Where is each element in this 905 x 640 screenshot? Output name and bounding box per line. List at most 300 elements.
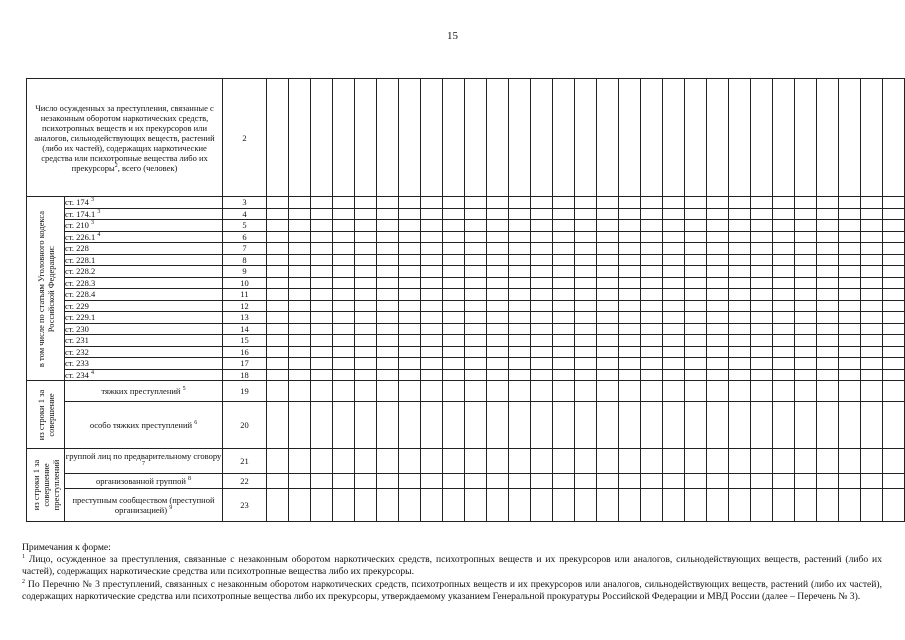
data-cell [553, 220, 575, 232]
data-cell [597, 358, 619, 370]
data-cell [597, 312, 619, 324]
data-cell [465, 266, 487, 278]
data-cell [377, 254, 399, 266]
data-cell [289, 197, 311, 209]
row-number-cell [223, 266, 267, 278]
data-cell [377, 449, 399, 474]
data-cell [641, 335, 663, 347]
data-cell [619, 358, 641, 370]
table-row [27, 346, 905, 358]
article-label: ст. 229.1 [65, 312, 96, 323]
row-number: 19 [240, 386, 249, 396]
data-cell [465, 208, 487, 220]
data-cell [795, 289, 817, 301]
data-cell [311, 449, 333, 474]
data-cell [531, 489, 553, 522]
data-cell [707, 208, 729, 220]
data-cell [465, 197, 487, 209]
data-cell [597, 208, 619, 220]
data-cell [619, 231, 641, 243]
table-row [27, 369, 905, 381]
data-cell [817, 231, 839, 243]
data-cell [729, 402, 751, 449]
data-cell [619, 79, 641, 197]
data-cell [729, 243, 751, 255]
data-cell [795, 266, 817, 278]
data-cell [465, 277, 487, 289]
data-cell [311, 289, 333, 301]
data-cell [421, 346, 443, 358]
data-cell [773, 197, 795, 209]
data-cell [685, 449, 707, 474]
data-cell [421, 79, 443, 197]
data-cell [707, 402, 729, 449]
data-cell [487, 79, 509, 197]
row-number-cell [223, 346, 267, 358]
data-cell [575, 266, 597, 278]
row-number-cell [223, 220, 267, 232]
data-cell [355, 402, 377, 449]
table-row [27, 254, 905, 266]
data-cell [729, 208, 751, 220]
data-cell [619, 277, 641, 289]
data-cell [597, 369, 619, 381]
data-cell [839, 449, 861, 474]
data-cell [597, 277, 619, 289]
data-cell [883, 335, 905, 347]
data-cell [861, 474, 883, 489]
data-cell [531, 312, 553, 324]
data-cell [729, 300, 751, 312]
data-cell [839, 358, 861, 370]
data-cell [751, 489, 773, 522]
data-cell [575, 489, 597, 522]
data-cell [575, 335, 597, 347]
data-cell [553, 449, 575, 474]
data-cell [399, 220, 421, 232]
data-cell [619, 220, 641, 232]
data-cell [333, 312, 355, 324]
data-cell [509, 449, 531, 474]
data-cell [421, 220, 443, 232]
data-cell [267, 220, 289, 232]
data-cell [707, 346, 729, 358]
data-cell [795, 300, 817, 312]
data-cell [509, 208, 531, 220]
data-cell [311, 254, 333, 266]
data-cell [553, 323, 575, 335]
table-row [27, 381, 905, 402]
article-label-cell [65, 289, 223, 301]
data-cell [685, 346, 707, 358]
data-cell [289, 449, 311, 474]
data-cell [729, 266, 751, 278]
data-cell [311, 369, 333, 381]
data-cell [311, 231, 333, 243]
data-cell [773, 254, 795, 266]
data-cell [443, 231, 465, 243]
table-row [27, 266, 905, 278]
table-row [27, 231, 905, 243]
data-cell [883, 323, 905, 335]
data-cell [333, 358, 355, 370]
data-cell [465, 289, 487, 301]
data-cell [333, 243, 355, 255]
data-cell [377, 346, 399, 358]
data-cell [619, 474, 641, 489]
data-cell [751, 312, 773, 324]
data-cell [773, 346, 795, 358]
data-cell [773, 402, 795, 449]
data-cell [575, 289, 597, 301]
data-cell [377, 381, 399, 402]
data-cell [575, 300, 597, 312]
article-label: ст. 231 [65, 335, 89, 346]
data-cell [597, 335, 619, 347]
data-cell [509, 474, 531, 489]
data-cell [399, 474, 421, 489]
data-cell [597, 231, 619, 243]
data-cell [553, 358, 575, 370]
data-cell [861, 489, 883, 522]
data-cell [377, 220, 399, 232]
data-cell [465, 381, 487, 402]
article-label-cell [65, 346, 223, 358]
data-cell [729, 369, 751, 381]
data-cell [267, 231, 289, 243]
data-cell [817, 208, 839, 220]
row-number-cell [223, 197, 267, 209]
data-cell [443, 358, 465, 370]
data-cell [729, 220, 751, 232]
data-cell [421, 369, 443, 381]
data-cell [685, 79, 707, 197]
data-cell [575, 346, 597, 358]
data-cell [443, 289, 465, 301]
data-cell [333, 300, 355, 312]
data-cell [333, 254, 355, 266]
data-cell [751, 369, 773, 381]
data-cell [795, 323, 817, 335]
data-cell [619, 381, 641, 402]
data-cell [377, 289, 399, 301]
data-cell [531, 449, 553, 474]
row-number: 5 [242, 220, 247, 231]
article-label: ст. 229 [65, 300, 89, 311]
data-cell [355, 369, 377, 381]
header-label-cell [27, 79, 223, 197]
data-cell [883, 289, 905, 301]
data-cell [289, 474, 311, 489]
data-cell [575, 449, 597, 474]
data-cell [399, 449, 421, 474]
data-cell [817, 323, 839, 335]
data-cell [465, 474, 487, 489]
data-cell [641, 358, 663, 370]
table-row [27, 449, 905, 474]
data-cell [509, 254, 531, 266]
article-sup: 3 [90, 197, 94, 204]
note-item-1 [22, 554, 882, 578]
data-cell [465, 254, 487, 266]
data-cell [377, 489, 399, 522]
row-number: 18 [240, 369, 249, 380]
data-cell [289, 489, 311, 522]
row-number: 22 [240, 476, 249, 486]
data-cell [707, 300, 729, 312]
data-cell [619, 197, 641, 209]
data-cell [399, 335, 421, 347]
data-cell [443, 449, 465, 474]
data-cell [311, 402, 333, 449]
row-number-cell [223, 300, 267, 312]
data-cell [531, 369, 553, 381]
article-sup: 3 [90, 220, 94, 227]
data-cell [355, 266, 377, 278]
data-cell [685, 208, 707, 220]
commission-sup: 6 [194, 420, 198, 427]
data-cell [619, 489, 641, 522]
data-cell [817, 254, 839, 266]
row-number-cell [223, 381, 267, 402]
data-cell [685, 489, 707, 522]
data-cell [619, 402, 641, 449]
data-cell [707, 79, 729, 197]
data-cell [443, 402, 465, 449]
data-cell [685, 474, 707, 489]
commission-sup: 5 [182, 386, 186, 393]
row-number: 15 [240, 335, 249, 346]
crimes-sup: 9 [169, 505, 173, 512]
data-cell [333, 323, 355, 335]
data-cell [641, 402, 663, 449]
data-cell [883, 243, 905, 255]
table-row [27, 489, 905, 522]
data-cell [839, 254, 861, 266]
data-cell [465, 312, 487, 324]
data-cell [729, 335, 751, 347]
data-cell [289, 231, 311, 243]
article-label: ст. 234 [65, 369, 89, 380]
header-label-suffix: , всего (человек) [117, 162, 178, 173]
commission-label: тяжких преступлений [101, 386, 181, 396]
group-articles-cell [27, 197, 65, 381]
data-cell [883, 300, 905, 312]
data-cell [399, 381, 421, 402]
commission-label: особо тяжких преступлений [89, 420, 193, 430]
data-cell [289, 300, 311, 312]
row-number: 6 [242, 231, 247, 242]
data-cell [663, 220, 685, 232]
crimes-label-cell [65, 474, 223, 489]
data-cell [575, 402, 597, 449]
data-cell [839, 312, 861, 324]
data-cell [663, 277, 685, 289]
data-cell [531, 208, 553, 220]
data-cell [861, 254, 883, 266]
article-label-cell [65, 323, 223, 335]
data-cell [355, 208, 377, 220]
data-cell [795, 220, 817, 232]
data-cell [817, 243, 839, 255]
data-cell [311, 208, 333, 220]
data-cell [487, 243, 509, 255]
data-cell [531, 197, 553, 209]
group-crimes-title: из строки 1 за совершение преступлений [30, 459, 61, 511]
row-number-cell [223, 254, 267, 266]
data-cell [861, 312, 883, 324]
data-cell [377, 197, 399, 209]
data-cell [531, 323, 553, 335]
data-cell [729, 449, 751, 474]
data-cell [751, 323, 773, 335]
note-1-marker: 1 [22, 554, 25, 561]
data-cell [663, 474, 685, 489]
data-cell [861, 402, 883, 449]
data-cell [575, 323, 597, 335]
data-cell [641, 220, 663, 232]
data-cell [465, 369, 487, 381]
data-cell [839, 289, 861, 301]
article-label-cell [65, 266, 223, 278]
article-label: ст. 228.4 [65, 289, 96, 300]
data-cell [707, 197, 729, 209]
data-cell [575, 231, 597, 243]
data-cell [641, 449, 663, 474]
data-cell [685, 197, 707, 209]
data-cell [333, 402, 355, 449]
data-cell [883, 312, 905, 324]
data-cell [311, 277, 333, 289]
article-sup: 4 [97, 231, 101, 238]
data-cell [597, 79, 619, 197]
data-cell [267, 243, 289, 255]
data-cell [443, 243, 465, 255]
data-cell [443, 381, 465, 402]
data-cell [267, 402, 289, 449]
data-cell [355, 449, 377, 474]
row-number: 11 [240, 289, 249, 300]
data-cell [421, 197, 443, 209]
data-cell [685, 369, 707, 381]
commission-label-cell [65, 402, 223, 449]
data-cell [267, 381, 289, 402]
data-cell [817, 369, 839, 381]
data-cell [729, 346, 751, 358]
data-cell [509, 312, 531, 324]
data-cell [575, 79, 597, 197]
row-number-cell [223, 312, 267, 324]
data-cell [355, 254, 377, 266]
data-cell [773, 220, 795, 232]
data-cell [729, 254, 751, 266]
data-cell [487, 254, 509, 266]
table-row [27, 208, 905, 220]
data-cell [751, 277, 773, 289]
data-cell [399, 312, 421, 324]
data-cell [421, 358, 443, 370]
data-cell [355, 335, 377, 347]
data-cell [861, 323, 883, 335]
data-cell [289, 220, 311, 232]
data-cell [421, 489, 443, 522]
data-cell [685, 300, 707, 312]
data-cell [443, 489, 465, 522]
data-cell [707, 254, 729, 266]
data-cell [531, 277, 553, 289]
data-cell [267, 474, 289, 489]
data-cell [465, 335, 487, 347]
data-cell [487, 381, 509, 402]
data-cell [443, 300, 465, 312]
data-cell [509, 346, 531, 358]
data-cell [707, 358, 729, 370]
data-cell [729, 197, 751, 209]
data-cell [311, 79, 333, 197]
data-cell [751, 254, 773, 266]
data-cell [597, 220, 619, 232]
data-cell [421, 323, 443, 335]
data-cell [575, 220, 597, 232]
data-cell [597, 346, 619, 358]
data-cell [311, 323, 333, 335]
data-cell [641, 346, 663, 358]
data-cell [421, 277, 443, 289]
data-cell [509, 289, 531, 301]
data-cell [421, 254, 443, 266]
data-cell [355, 358, 377, 370]
data-cell [685, 402, 707, 449]
data-cell [663, 243, 685, 255]
group-commission-cell [27, 381, 65, 449]
data-cell [641, 254, 663, 266]
data-cell [355, 231, 377, 243]
data-cell [751, 358, 773, 370]
data-cell [289, 277, 311, 289]
data-cell [817, 381, 839, 402]
data-cell [795, 312, 817, 324]
data-cell [575, 358, 597, 370]
group-articles-title: в том числе по статьям Уголовного кодекса Российской Федерации: [35, 210, 56, 367]
data-cell [267, 335, 289, 347]
data-cell [861, 449, 883, 474]
data-cell [355, 323, 377, 335]
data-cell [773, 231, 795, 243]
notes-heading: Примечания к форме: [22, 542, 111, 553]
data-cell [861, 243, 883, 255]
data-cell [729, 381, 751, 402]
table-row [27, 402, 905, 449]
data-cell [333, 449, 355, 474]
data-cell [311, 381, 333, 402]
data-cell [377, 79, 399, 197]
article-label-cell [65, 300, 223, 312]
data-cell [729, 79, 751, 197]
data-cell [663, 300, 685, 312]
data-cell [663, 358, 685, 370]
data-cell [311, 220, 333, 232]
data-cell [619, 323, 641, 335]
data-cell [641, 381, 663, 402]
data-cell [663, 254, 685, 266]
data-cell [707, 231, 729, 243]
article-label-cell [65, 358, 223, 370]
data-cell [707, 243, 729, 255]
data-cell [311, 335, 333, 347]
data-cell [267, 489, 289, 522]
data-cell [663, 323, 685, 335]
data-cell [311, 489, 333, 522]
